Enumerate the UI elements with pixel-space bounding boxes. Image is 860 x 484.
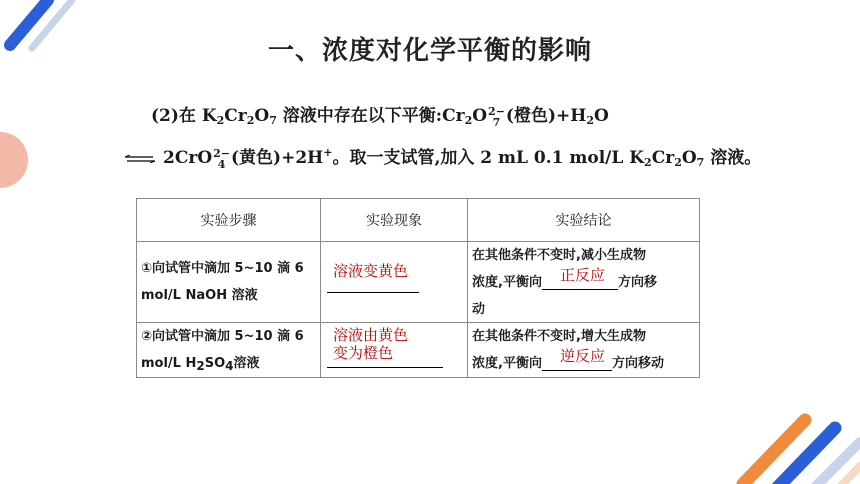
- paragraph-line-1: (2)在 $K_2Cr_2O_7$ 溶液中存在以下平衡$:Cr_2O$ 2− 7 (橙色)$+H_2O$: [151, 104, 609, 129]
- row1-phenomenon: [321, 242, 467, 322]
- bottom-right-stripes-decoration: [735, 400, 860, 484]
- header-phenomenon: 实验现象: [321, 199, 468, 242]
- row1-conclusion-answer: 正反应: [560, 266, 606, 284]
- dichromate-ion-charge: 2− 7: [488, 104, 505, 129]
- row2-phenomenon: [321, 323, 467, 377]
- row2-phenomenon-answer: 溶液由黄色 变为橙色: [333, 326, 409, 362]
- left-circle-decoration: [0, 130, 30, 190]
- answer-blank-underline: [327, 292, 419, 293]
- paragraph-line-2: 2CrO 2− 4 (黄色)+2H+。取一支试管,加入 2 mL 0.1 mol/L $K_2Cr_2O_7$ 溶液。: [125, 143, 761, 170]
- row1-conclusion: 在其他条件不变时,减小生成物 浓度,平衡向 方向移 动 正反应: [472, 248, 657, 317]
- row2-conclusion-answer: 逆反应: [560, 347, 606, 365]
- row1-phenomenon-answer: 溶液变黄色: [333, 262, 409, 280]
- table-header-row: [137, 199, 700, 242]
- table-row: [137, 242, 700, 323]
- row2-conclusion: 在其他条件不变时,增大生成物 浓度,平衡向 方向移动 逆反应: [472, 329, 664, 371]
- header-step: 实验步骤: [137, 199, 321, 242]
- page-title: 一、浓度对化学平衡的影响: [267, 36, 592, 66]
- row1-step: ①向试管中滴加 5~10 滴 6 mol/L NaOH 溶液: [141, 261, 304, 303]
- answer-blank-underline: [327, 367, 443, 368]
- experiment-table: [136, 198, 700, 378]
- row2-step: ②向试管中滴加 5~10 滴 6 mol/L H2SO4溶液: [141, 329, 304, 373]
- chromate-ion-charge: 2− 4: [213, 146, 230, 171]
- header-conclusion: 实验结论: [468, 199, 700, 242]
- table-row: [137, 323, 700, 378]
- equilibrium-arrow-icon: [125, 155, 155, 163]
